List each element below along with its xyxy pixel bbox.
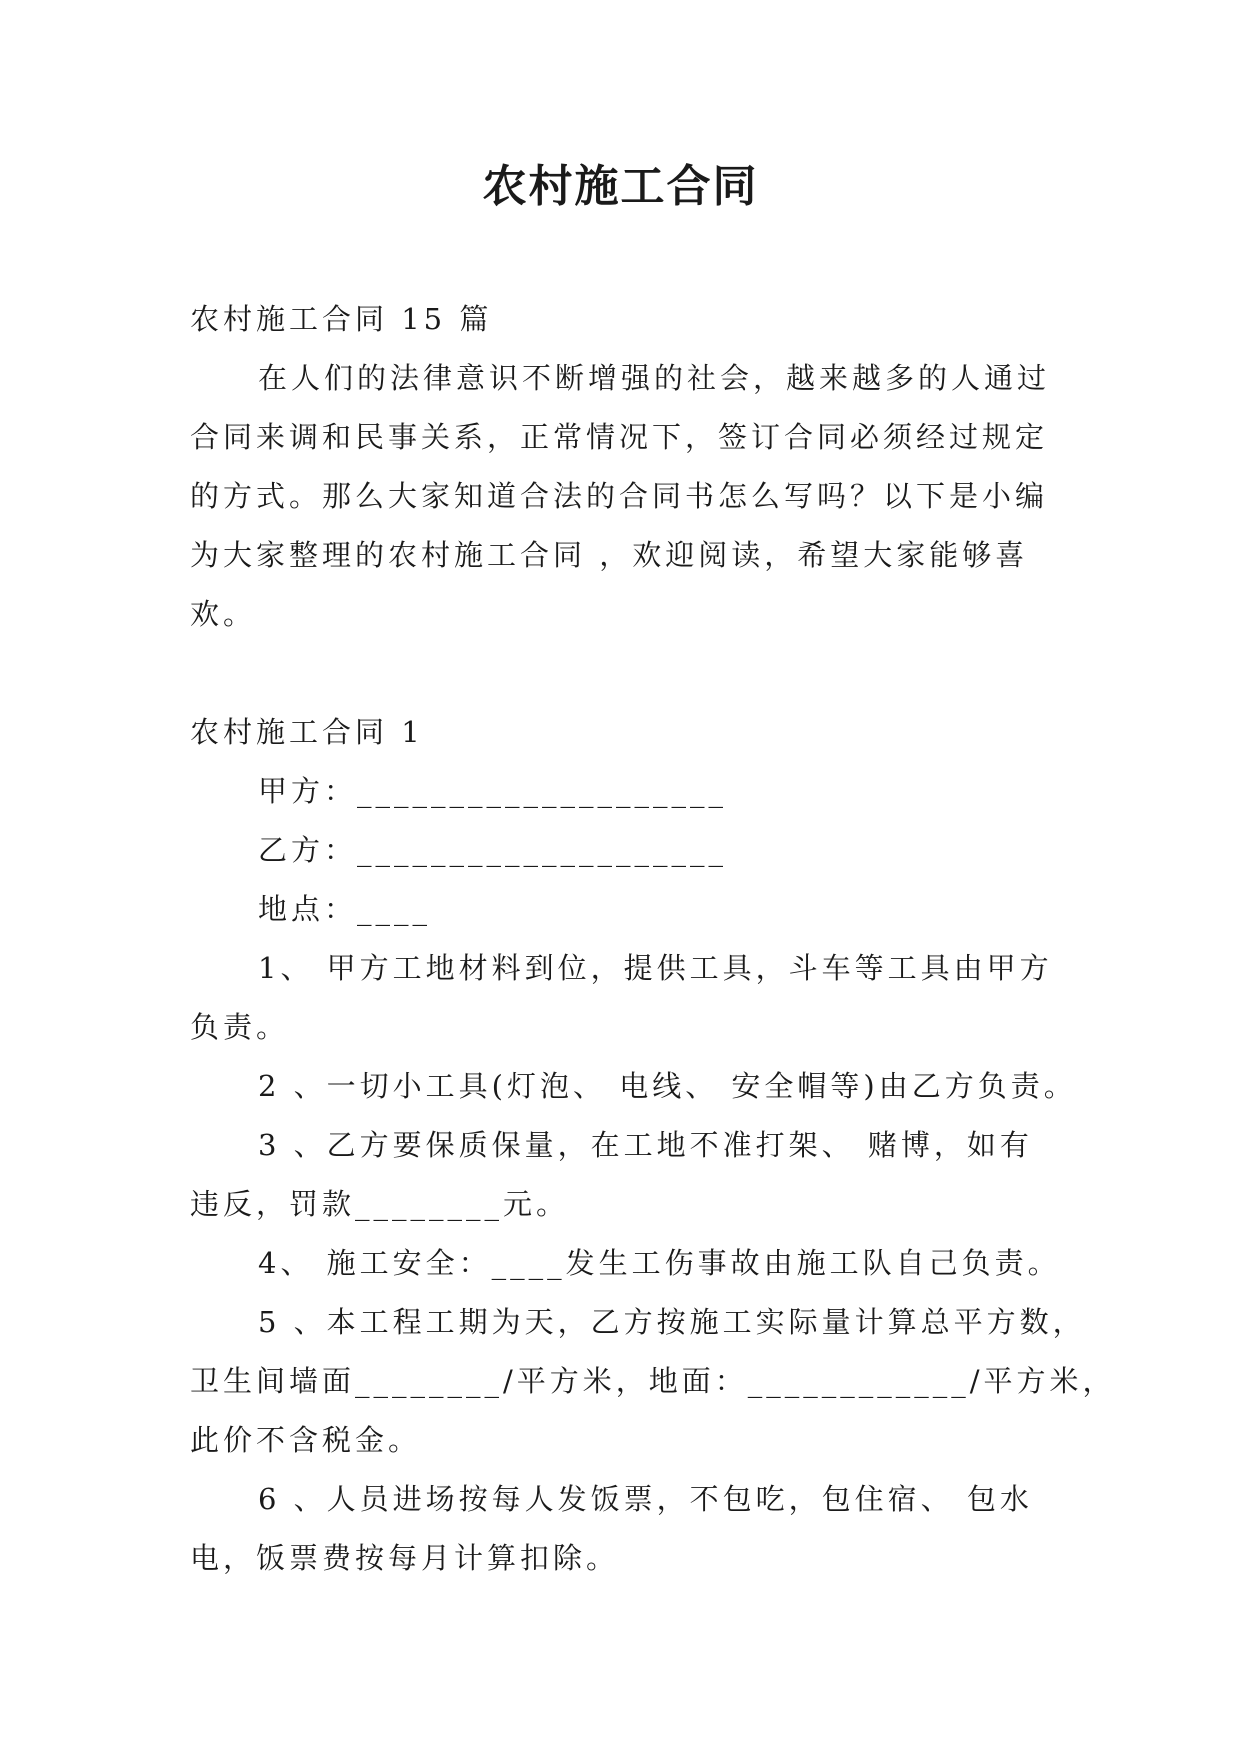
collection-subtitle: 农村施工合同 15 篇 — [190, 302, 493, 336]
document-title: 农村施工合同 — [482, 161, 759, 212]
clause-line: 负责。 — [190, 1010, 290, 1044]
intro-line: 欢。 — [190, 597, 257, 631]
spacer — [190, 644, 1060, 703]
intro-line: 的方式。那么大家知道合法的合同书怎么写吗？以下是小编 — [190, 479, 1049, 513]
intro-line: 在人们的法律意识不断增强的社会，越来越多的人通过 — [258, 361, 1051, 395]
clause-line: 6 、人员进场按每人发饭票，不包吃，包住宿、 包水 — [258, 1482, 1033, 1516]
location-field: 地点：____ — [258, 892, 432, 926]
clause-line: 4、 施工安全：____发生工伤事故由施工队自己负责。 — [258, 1246, 1061, 1280]
intro-line: 为大家整理的农村施工合同 ，欢迎阅读，希望大家能够喜 — [190, 538, 1029, 572]
document-body — [190, 290, 1116, 1588]
intro-line: 合同来调和民事关系，正常情况下，签订合同必须经过规定 — [190, 420, 1049, 454]
clause-line: 2 、一切小工具(灯泡、 电线、 安全帽等)由乙方负责。 — [258, 1069, 1077, 1103]
party-a-field: 甲方：____________________ — [258, 774, 728, 808]
clause-line: 卫生间墙面________/平方米，地面：____________/平方米， — [190, 1364, 1116, 1398]
section-heading: 农村施工合同 1 — [190, 715, 424, 749]
clause-line: 3 、乙方要保质保量，在工地不准打架、 赌博，如有 — [258, 1128, 1033, 1162]
party-b-field: 乙方：____________________ — [258, 833, 728, 867]
clause-line: 电，饭票费按每月计算扣除。 — [190, 1541, 620, 1575]
clause-line: 5 、本工程工期为天，乙方按施工实际量计算总平方数， — [258, 1305, 1086, 1339]
clause-line: 违反，罚款________元。 — [190, 1187, 570, 1221]
clause-line: 此价不含税金。 — [190, 1423, 422, 1457]
clause-line: 1、 甲方工地材料到位，提供工具，斗车等工具由甲方 — [258, 951, 1053, 985]
